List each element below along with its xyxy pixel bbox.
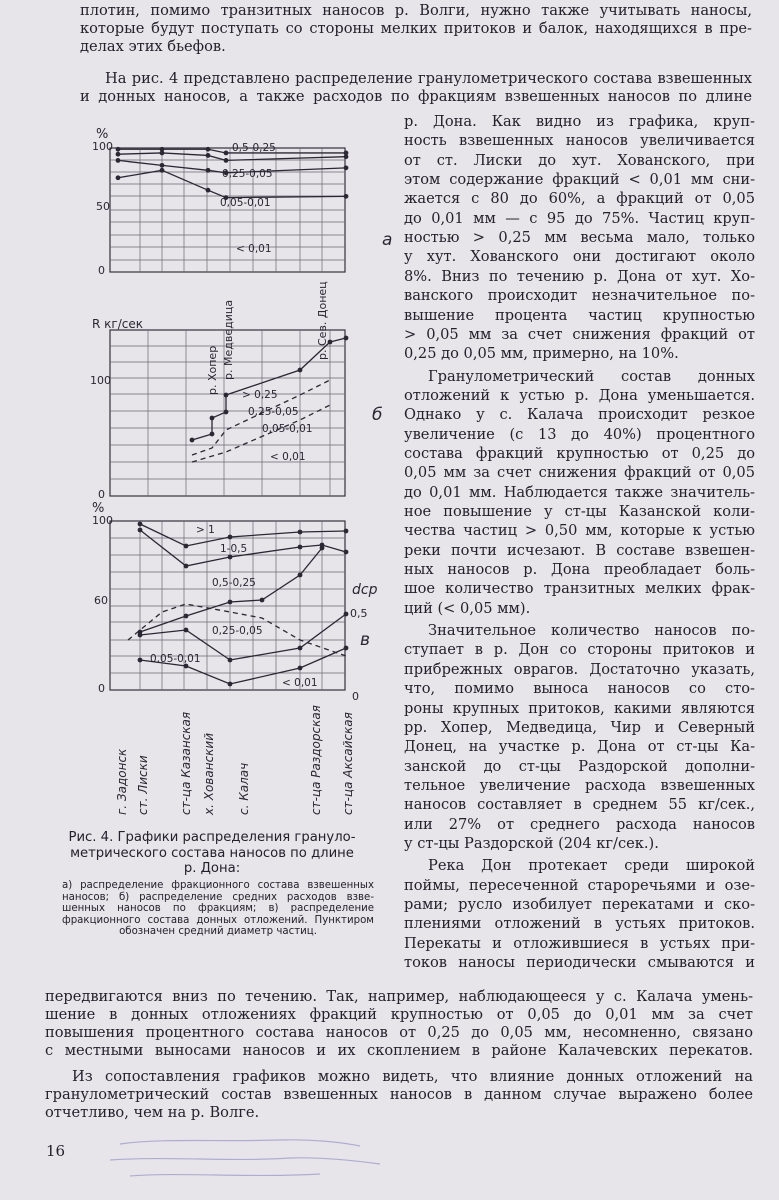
body-line: плениями отложений в устьях притоков. [404, 915, 755, 933]
data-point [344, 550, 349, 555]
station-label: г. Задонск [115, 748, 129, 815]
data-point [298, 545, 303, 550]
data-point [298, 368, 303, 373]
station-label: с. Калач [237, 762, 251, 815]
body-line: шение в донных отложениях фракций крупностью от 0,05 до 0,01 мм за счет [45, 1006, 753, 1023]
caption-line: фракционного состава донных отложений. Пунктиром [62, 914, 374, 926]
curve-label: 0,5-0,25 [212, 577, 256, 589]
caption-line: Рис. 4. Графики распределения грануло- [68, 830, 356, 845]
curve-label: 0,05-0,01 [262, 423, 313, 435]
y-tick-label: 60 [94, 594, 108, 607]
data-point [184, 564, 189, 569]
data-point [206, 188, 211, 193]
data-point [206, 168, 211, 173]
body-line: ных наносов р. Дона преобладает боль- [404, 561, 755, 579]
body-line: с местными выносами наносов и их скоплением в районе Калачевских перекатов. [45, 1042, 753, 1059]
data-point [206, 153, 211, 158]
body-line: делах этих бьефов. [80, 38, 226, 55]
curve-label: 0,05-0,01 [150, 653, 201, 665]
body-line: токов наносы периодически смываются и [404, 954, 755, 972]
caption-line: обозначен средний диаметр частиц. [119, 926, 317, 937]
curve-label: 0,25-0,05 [212, 625, 263, 637]
data-point [344, 646, 349, 651]
data-point [298, 646, 303, 651]
panel-a-grid [110, 148, 345, 272]
body-line: или 27% от среднего расхода наносов [404, 815, 755, 833]
body-line: передвигаются вниз по течению. Так, например, наблюдающееся у с. Калача умень- [45, 988, 753, 1005]
station-label: х. Хованский [202, 732, 216, 815]
body-line: Река Дон протекает среди широкой [428, 857, 755, 875]
body-line: жается с 80 до 60%, а фракций от 0,05 [404, 190, 755, 208]
curve-label: > 0,25 [242, 389, 278, 401]
y-tick-label: 100 [92, 514, 113, 527]
body-line: р. Дона. Как видно из графика, круп- [404, 113, 755, 130]
curve-label: 1-0,5 [220, 543, 248, 555]
curve-label: 0,25-0,05 [248, 406, 299, 418]
body-line: На рис. 4 представлено распределение гранулометрического состава взвешенных [105, 70, 752, 87]
body-line: роны крупных притоков, какими являются [404, 699, 755, 717]
body-line: Значительное количество наносов по- [428, 622, 755, 640]
caption-line: р. Дона: [183, 861, 241, 876]
tributary-label: р. Сев. Донец [316, 281, 329, 360]
body-line: ностью > 0,25 мм весьма мало, только [404, 229, 755, 247]
data-point [298, 573, 303, 578]
dcp-tick-label: 0 [352, 690, 359, 703]
body-line: что, помимо выноса наносов со сто- [404, 680, 755, 698]
body-line: прибрежных оврагов. Достаточно указать, [404, 660, 755, 678]
y-tick-label: 100 [92, 140, 113, 153]
curve-c-3 [140, 548, 322, 632]
curve-label: < 0,01 [282, 677, 318, 689]
station-label: ст-ца Раздорская [309, 705, 323, 815]
data-point [184, 628, 189, 633]
dcp-tick-label: 0,5 [350, 607, 368, 620]
data-point [344, 194, 349, 199]
body-line: у ст-цы Раздорской (204 кг/сек.). [404, 834, 659, 852]
data-point [116, 152, 121, 157]
panel-a-unit: % [96, 127, 109, 142]
data-point [228, 658, 233, 663]
curve-a-2 [118, 153, 346, 160]
data-point [210, 416, 215, 421]
data-point [116, 147, 121, 152]
station-label: ст. Лиски [136, 755, 150, 815]
body-line: рами; русло изобилует перекатами и ско- [404, 896, 755, 913]
body-line: вышение процента частиц крупностью [404, 306, 755, 324]
body-line: и донных наносов, а также расходов по фракциям взвешенных наносов по длине [80, 88, 752, 105]
data-point [224, 410, 229, 415]
body-line: до 0,01 мм. Наблюдается также значитель- [404, 483, 755, 501]
data-point [138, 522, 143, 527]
data-point [206, 147, 211, 152]
data-point [138, 658, 143, 663]
body-line: поймы, пересеченной староречьями и озе- [404, 876, 755, 894]
body-line: гранулометрический состав взвешенных наносов в данном случае выражено более [45, 1086, 753, 1103]
body-line: занской до ст-цы Раздорской дополни- [404, 757, 755, 775]
body-line: которые будут поступать со стороны мелких притоков и балок, находящихся в пре- [80, 20, 752, 37]
tributary-label: р. Хопер [206, 345, 219, 395]
caption-line: а) распределение фракционного состава взвешенных [62, 880, 374, 891]
body-line: повышения процентного состава наносов от 0,25 до 0,05 мм, несомненно, связано [45, 1024, 753, 1041]
figure-labels [90, 127, 392, 816]
data-point [224, 393, 229, 398]
body-line: рр. Хопер, Медведица, Чир и Северный [404, 718, 755, 736]
body-line: наносов составляет в среднем 55 кг/сек., [404, 796, 755, 814]
y-tick-label: 100 [90, 374, 111, 387]
panel-b-letter: б [372, 405, 383, 425]
data-point [116, 158, 121, 163]
body-line: ное повышение у ст-цы Казанской коли- [404, 503, 755, 520]
curve-label: < 0,01 [236, 243, 272, 255]
panel-c-letter: в [360, 630, 371, 650]
data-point [260, 598, 265, 603]
body-line: плотин, помимо транзитных наносов р. Волги, нужно также учитывать наносы, [80, 2, 752, 19]
body-line: отложений к устью р. Дона уменьшается. [404, 386, 755, 404]
body-line: чества частиц > 0,50 мм, которые к устью [404, 522, 755, 540]
panel-c-unit: % [92, 501, 105, 516]
body-line: > 0,05 мм за счет снижения фракций от [404, 325, 755, 343]
data-point [344, 336, 349, 341]
body-line: Гранулометрический состав донных [428, 367, 755, 385]
data-point [138, 528, 143, 533]
data-point [138, 633, 143, 638]
body-line: Донец, на участке р. Дона от ст-цы Ка- [404, 738, 755, 756]
caption-line: метрического состава наносов по длине [70, 845, 354, 861]
y-tick-label: 0 [98, 488, 105, 501]
data-point [228, 555, 233, 560]
body-line: ванского происходит незначительное по- [404, 287, 755, 305]
body-line: 0,05 мм за счет снижения фракций от 0,05 [404, 464, 755, 482]
curve-label: 0,05-0,01 [220, 197, 271, 209]
data-point [160, 163, 165, 168]
data-point [224, 151, 229, 156]
body-line: Из сопоставления графиков можно видеть, что влияние донных отложений на [72, 1068, 753, 1085]
y-tick-label: 0 [98, 264, 105, 277]
body-line: реки почти исчезают. В составе взвешен- [404, 541, 755, 559]
data-point [228, 682, 233, 687]
body-line: Однако у с. Калача происходит резкое [404, 406, 755, 424]
body-line: 8%. Вниз по течению р. Дона от хут. Хо- [404, 267, 755, 285]
data-point [344, 154, 349, 159]
data-point [160, 151, 165, 156]
body-line: увеличение (с 13 до 40%) процентного [404, 425, 755, 443]
y-tick-label: 0 [98, 682, 105, 695]
body-line: состава фракций крупностью от 0,25 до [404, 444, 755, 462]
data-point [190, 438, 195, 443]
figure-curves [116, 147, 349, 687]
data-point [210, 432, 215, 437]
data-point [298, 530, 303, 535]
caption-line: шенных наносов по фракциям; в) распределение [62, 903, 374, 914]
curve-label: > 1 [196, 524, 215, 536]
dcp-axis-label: dср [352, 582, 378, 598]
body-line: тельное увеличение расхода взвешенных [404, 776, 755, 794]
curve-label: < 0,01 [270, 451, 306, 463]
data-point [184, 544, 189, 549]
panel-a-letter: а [382, 230, 393, 250]
page-number: 16 [46, 1142, 66, 1160]
panel-b-unit: R кг/сек [92, 317, 143, 331]
data-point [298, 666, 303, 671]
caption-line: наносов; б) распределение средних расходов взве- [62, 891, 374, 903]
body-line: ность взвешенных наносов увеличивается [404, 132, 755, 150]
body-line: ступает в р. Дон со стороны притоков и [404, 641, 755, 659]
data-point [320, 546, 325, 551]
body-line: от ст. Лиски до хут. Хованского, при [404, 151, 755, 169]
curve-label: 0,5-0,25 [232, 142, 276, 154]
y-tick-label: 50 [96, 200, 110, 213]
body-line: Перекаты и отложившиеся в устьях при- [404, 934, 755, 952]
station-label: ст-ца Аксайская [341, 712, 355, 815]
body-line: ций (< 0,05 мм). [404, 599, 531, 617]
body-line: этом содержание фракций < 0,01 мм сни- [404, 171, 755, 189]
body-line: шое количество транзитных мелких фрак- [404, 580, 755, 598]
data-point [228, 535, 233, 540]
data-point [344, 612, 349, 617]
data-point [344, 165, 349, 170]
data-point [160, 168, 165, 173]
data-point [116, 175, 121, 180]
body-line: 0,25 до 0,05 мм, примерно, на 10%. [404, 345, 679, 363]
tributary-label: р. Медведица [222, 299, 235, 380]
data-point [184, 614, 189, 619]
data-point [344, 529, 349, 534]
station-label: ст-ца Казанская [179, 711, 193, 815]
curve-label: 0,25-0,05 [222, 168, 273, 180]
body-line: у хут. Хованского они достигают около [404, 248, 755, 266]
body-line: отчетливо, чем на р. Волге. [45, 1104, 260, 1121]
data-point [228, 600, 233, 605]
body-line: до 0,01 мм — с 95 до 75%. Частиц круп- [404, 209, 755, 227]
data-point [224, 158, 229, 163]
